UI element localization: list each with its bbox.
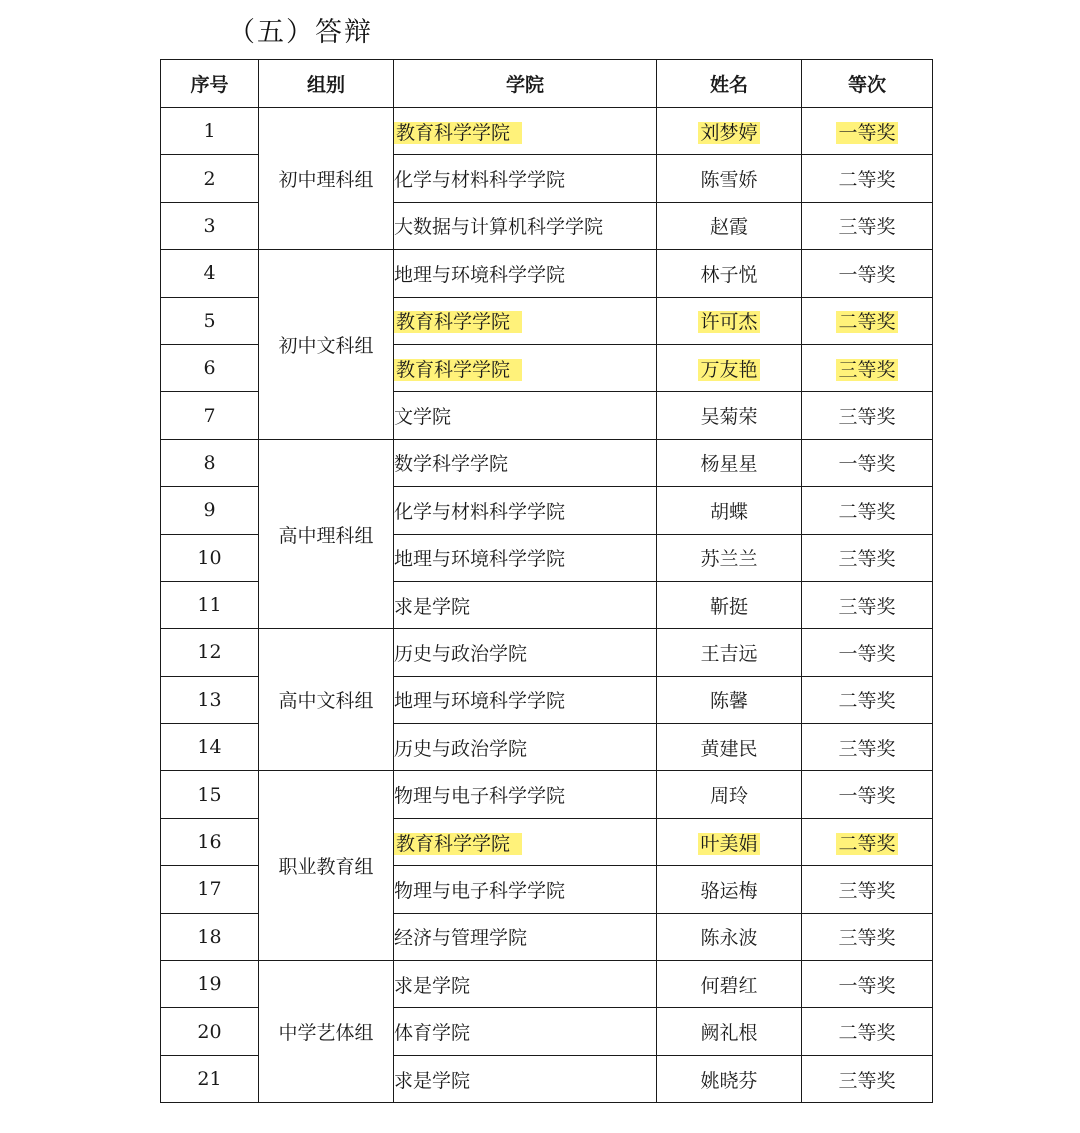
college-cell — [394, 771, 657, 818]
college-text: 地理与环境科学学院 — [394, 690, 566, 713]
row-index: 17 — [161, 866, 259, 913]
award-cell — [802, 534, 933, 581]
group-cell: 中学艺体组 — [259, 961, 394, 1103]
award-cell — [802, 439, 933, 486]
row-index: 13 — [161, 676, 259, 723]
student-name-cell — [657, 818, 802, 865]
student-name-cell — [657, 724, 802, 771]
header-award: 等次 — [802, 60, 933, 108]
row-index: 5 — [161, 297, 259, 344]
student-name-text: 周玲 — [709, 785, 748, 808]
student-name-text: 赵霞 — [709, 216, 748, 239]
student-name-text: 吴菊荣 — [700, 406, 758, 429]
row-index: 12 — [161, 629, 259, 676]
section-title: （五）答辩 — [228, 17, 373, 48]
college-cell — [394, 534, 657, 581]
college-cell — [394, 818, 657, 865]
college-text: 求是学院 — [394, 1069, 471, 1092]
student-name-text: 刘梦婷 — [700, 121, 758, 144]
award-text: 一等奖 — [838, 785, 896, 808]
student-name-text: 胡蝶 — [709, 500, 748, 523]
group-cell: 高中文科组 — [259, 629, 394, 771]
row-index: 19 — [161, 961, 259, 1008]
student-name-text: 黄建民 — [700, 737, 758, 760]
award-cell — [802, 724, 933, 771]
award-text: 三等奖 — [838, 358, 896, 381]
table-row — [161, 629, 933, 676]
student-name-cell — [657, 913, 802, 960]
student-name-text: 姚晓芬 — [700, 1069, 758, 1092]
award-cell — [802, 866, 933, 913]
award-text: 一等奖 — [838, 453, 896, 476]
award-text: 三等奖 — [838, 1069, 896, 1092]
student-name-text: 靳挺 — [709, 595, 748, 618]
college-text: 求是学院 — [394, 974, 471, 997]
student-name-cell — [657, 771, 802, 818]
header-index: 序号 — [161, 60, 259, 108]
student-name-text: 何碧红 — [700, 974, 758, 997]
award-text: 三等奖 — [838, 595, 896, 618]
header-row — [161, 60, 933, 108]
college-text: 教育科学学院 — [394, 122, 522, 144]
student-name-text: 陈永波 — [700, 927, 758, 950]
award-text: 三等奖 — [838, 216, 896, 239]
college-cell — [394, 676, 657, 723]
row-index: 2 — [161, 155, 259, 202]
college-text: 求是学院 — [394, 595, 471, 618]
row-index: 7 — [161, 392, 259, 439]
student-name-text: 许可杰 — [700, 311, 758, 334]
award-cell — [802, 202, 933, 249]
award-text: 二等奖 — [838, 169, 896, 192]
student-name-cell — [657, 866, 802, 913]
award-cell — [802, 250, 933, 297]
header-college: 学院 — [394, 60, 657, 108]
college-text: 教育科学学院 — [394, 359, 522, 381]
college-cell — [394, 629, 657, 676]
student-name-cell — [657, 676, 802, 723]
table-row — [161, 108, 933, 155]
row-index: 20 — [161, 1008, 259, 1055]
student-name-cell — [657, 581, 802, 628]
student-name-cell — [657, 250, 802, 297]
award-text: 一等奖 — [838, 121, 896, 144]
header-group: 组别 — [259, 60, 394, 108]
header-name: 姓名 — [657, 60, 802, 108]
group-cell: 职业教育组 — [259, 771, 394, 961]
award-cell — [802, 487, 933, 534]
student-name-cell — [657, 1008, 802, 1055]
row-index: 4 — [161, 250, 259, 297]
row-index: 11 — [161, 581, 259, 628]
student-name-text: 林子悦 — [700, 263, 758, 286]
table-body — [161, 108, 933, 1103]
college-text: 文学院 — [394, 406, 452, 429]
college-cell — [394, 202, 657, 249]
table-row — [161, 250, 933, 297]
student-name-cell — [657, 534, 802, 581]
college-cell — [394, 250, 657, 297]
student-name-cell — [657, 297, 802, 344]
award-text: 二等奖 — [838, 690, 896, 713]
college-cell — [394, 297, 657, 344]
row-index: 14 — [161, 724, 259, 771]
award-text: 三等奖 — [838, 927, 896, 950]
college-cell — [394, 108, 657, 155]
row-index: 18 — [161, 913, 259, 960]
college-text: 教育科学学院 — [394, 833, 522, 855]
student-name-text: 万友艳 — [700, 358, 758, 381]
college-cell — [394, 155, 657, 202]
award-cell — [802, 818, 933, 865]
student-name-text: 陈馨 — [709, 690, 748, 713]
college-text: 化学与材料科学学院 — [394, 169, 566, 192]
award-cell — [802, 344, 933, 391]
college-cell — [394, 1055, 657, 1102]
award-cell — [802, 676, 933, 723]
group-cell: 高中理科组 — [259, 439, 394, 629]
college-text: 经济与管理学院 — [394, 927, 528, 950]
college-cell — [394, 392, 657, 439]
college-text: 地理与环境科学学院 — [394, 263, 566, 286]
award-text: 三等奖 — [838, 879, 896, 902]
student-name-text: 叶美娟 — [700, 832, 758, 855]
row-index: 6 — [161, 344, 259, 391]
college-text: 数学科学学院 — [394, 453, 509, 476]
student-name-text: 阙礼根 — [700, 1022, 758, 1045]
row-index: 10 — [161, 534, 259, 581]
award-cell — [802, 297, 933, 344]
student-name-cell — [657, 108, 802, 155]
student-name-cell — [657, 961, 802, 1008]
row-index: 8 — [161, 439, 259, 486]
award-cell — [802, 581, 933, 628]
college-cell — [394, 439, 657, 486]
student-name-text: 苏兰兰 — [700, 548, 758, 571]
award-text: 二等奖 — [838, 311, 896, 334]
award-cell — [802, 108, 933, 155]
award-cell — [802, 1008, 933, 1055]
college-text: 教育科学学院 — [394, 311, 522, 333]
group-cell: 初中文科组 — [259, 250, 394, 440]
award-cell — [802, 961, 933, 1008]
row-index: 1 — [161, 108, 259, 155]
row-index: 16 — [161, 818, 259, 865]
college-text: 物理与电子科学学院 — [394, 785, 566, 808]
student-name-cell — [657, 344, 802, 391]
student-name-cell — [657, 439, 802, 486]
college-text: 地理与环境科学学院 — [394, 548, 566, 571]
student-name-cell — [657, 629, 802, 676]
row-index: 15 — [161, 771, 259, 818]
row-index: 21 — [161, 1055, 259, 1102]
college-text: 物理与电子科学学院 — [394, 879, 566, 902]
college-cell — [394, 344, 657, 391]
college-text: 历史与政治学院 — [394, 642, 528, 665]
row-index: 9 — [161, 487, 259, 534]
student-name-text: 杨星星 — [700, 453, 758, 476]
student-name-cell — [657, 487, 802, 534]
award-text: 三等奖 — [838, 406, 896, 429]
college-cell — [394, 913, 657, 960]
award-cell — [802, 392, 933, 439]
award-cell — [802, 771, 933, 818]
award-cell — [802, 155, 933, 202]
table-row — [161, 439, 933, 486]
table-row — [161, 961, 933, 1008]
student-name-cell — [657, 1055, 802, 1102]
award-text: 一等奖 — [838, 263, 896, 286]
award-text: 三等奖 — [838, 548, 896, 571]
row-index: 3 — [161, 202, 259, 249]
group-cell: 初中理科组 — [259, 108, 394, 250]
award-text: 一等奖 — [838, 974, 896, 997]
results-table — [160, 59, 933, 1103]
college-cell — [394, 487, 657, 534]
award-text: 一等奖 — [838, 642, 896, 665]
college-cell — [394, 866, 657, 913]
college-cell — [394, 724, 657, 771]
college-text: 大数据与计算机科学学院 — [394, 216, 604, 239]
award-text: 二等奖 — [838, 832, 896, 855]
student-name-text: 骆运梅 — [700, 879, 758, 902]
college-text: 化学与材料科学学院 — [394, 500, 566, 523]
college-text: 体育学院 — [394, 1022, 471, 1045]
award-text: 二等奖 — [838, 500, 896, 523]
college-text: 历史与政治学院 — [394, 737, 528, 760]
student-name-cell — [657, 392, 802, 439]
award-text: 三等奖 — [838, 737, 896, 760]
student-name-cell — [657, 202, 802, 249]
award-cell — [802, 629, 933, 676]
award-cell — [802, 1055, 933, 1102]
student-name-cell — [657, 155, 802, 202]
award-text: 二等奖 — [838, 1022, 896, 1045]
college-cell — [394, 581, 657, 628]
student-name-text: 王吉远 — [700, 642, 758, 665]
award-cell — [802, 913, 933, 960]
college-cell — [394, 961, 657, 1008]
college-cell — [394, 1008, 657, 1055]
student-name-text: 陈雪娇 — [700, 169, 758, 192]
table-row — [161, 771, 933, 818]
